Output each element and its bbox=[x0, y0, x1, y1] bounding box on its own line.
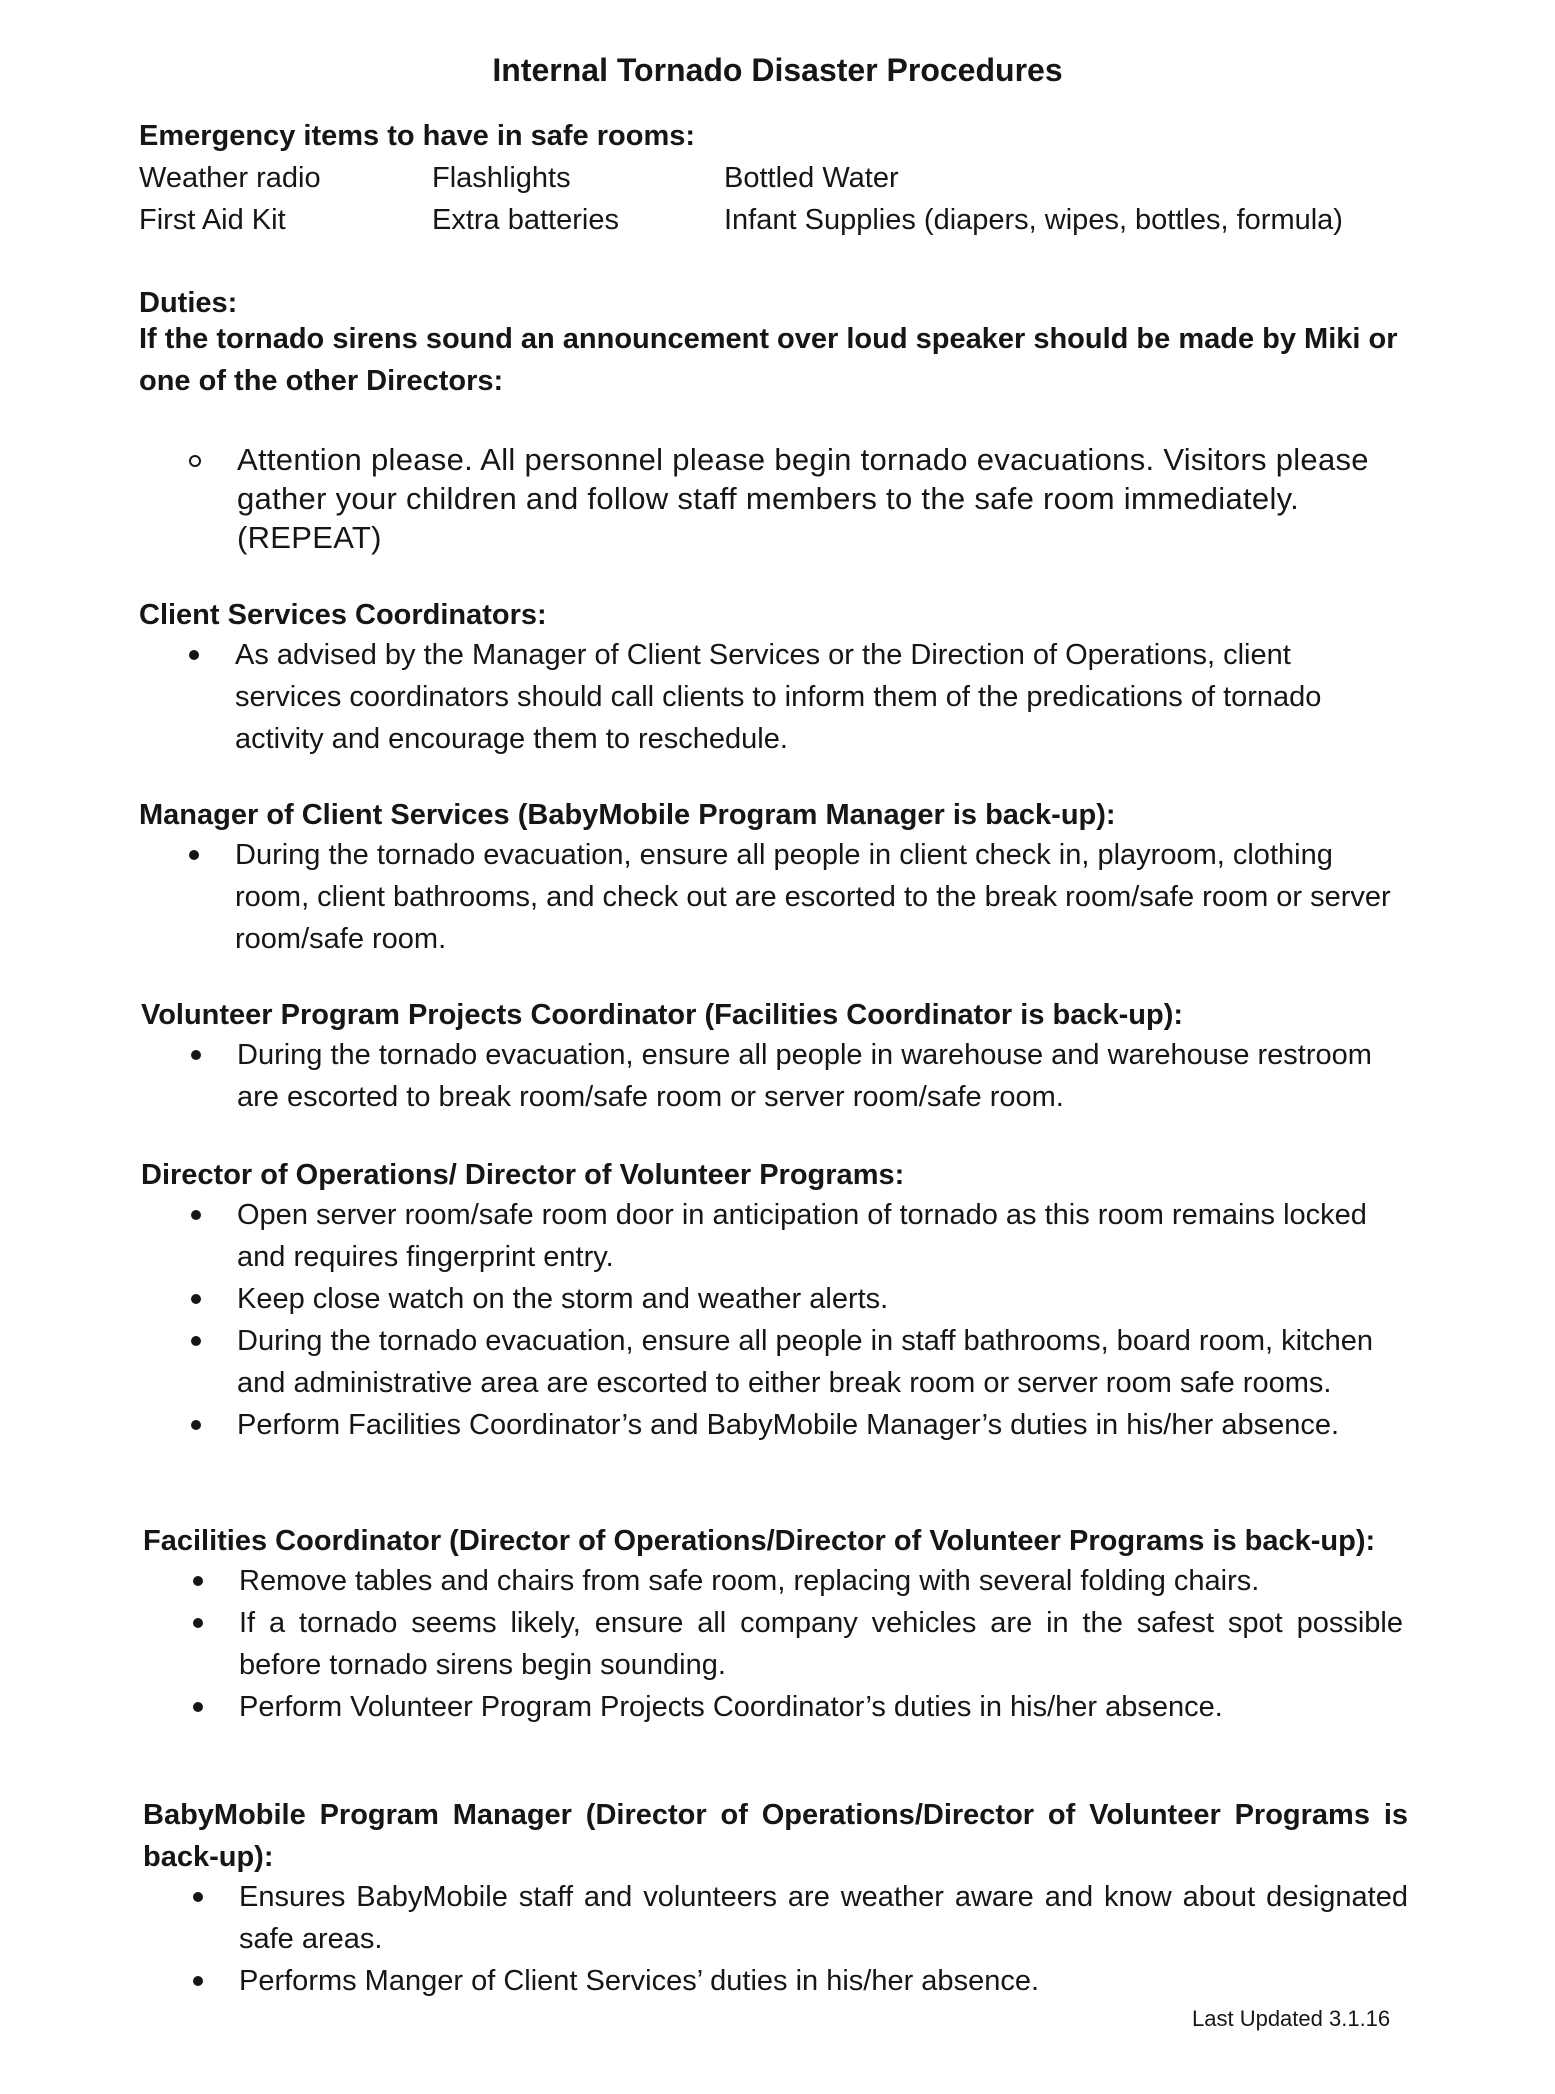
item-flashlights: Flashlights bbox=[432, 162, 571, 194]
bullet-icon bbox=[193, 1702, 203, 1712]
list-item-text: During the tornado evacuation, ensure all people in staff bathrooms, board room, kitchen and administrative area are escorted to either break room or server room safe rooms. bbox=[237, 1325, 1373, 1399]
list-item-text: Ensures BabyMobile staff and volunteers are weather aware and know about designated safe areas. bbox=[239, 1881, 1408, 1955]
section-heading-facilities-coordinator: Facilities Coordinator (Director of Operations/Director of Volunteer Programs is back-up): bbox=[143, 1525, 1376, 1557]
bullet-icon bbox=[193, 1576, 203, 1586]
list-item-text: Perform Volunteer Program Projects Coordinator’s duties in his/her absence. bbox=[239, 1691, 1223, 1723]
volunteer-program-projects-list bbox=[141, 1034, 1381, 1118]
list-item-text: Perform Facilities Coordinator’s and BabyMobile Manager’s duties in his/her absence. bbox=[237, 1409, 1340, 1441]
duties-intro: If the tornado sirens sound an announcement over loud speaker should be made by Miki or one of the other Directors: bbox=[139, 323, 1398, 397]
list-item bbox=[139, 634, 1399, 760]
item-bottled-water: Bottled Water bbox=[724, 162, 899, 194]
facilities-coordinator-list bbox=[143, 1560, 1403, 1728]
babymobile-program-manager-list bbox=[143, 1876, 1408, 2002]
item-weather-radio: Weather radio bbox=[139, 162, 321, 194]
emergency-heading: Emergency items to have in safe rooms: bbox=[139, 120, 696, 152]
section-heading-director-of-operations: Director of Operations/ Director of Volunteer Programs: bbox=[141, 1159, 905, 1191]
list-item-text: If a tornado seems likely, ensure all company vehicles are in the safest spot possible before tornado sirens begin sounding. bbox=[239, 1607, 1403, 1681]
list-item bbox=[141, 1278, 1401, 1320]
announcement-block bbox=[139, 440, 1429, 557]
item-first-aid-kit: First Aid Kit bbox=[139, 204, 286, 236]
list-item-text: Remove tables and chairs from safe room, replacing with several folding chairs. bbox=[239, 1565, 1260, 1597]
list-item bbox=[141, 1404, 1401, 1446]
manager-client-services-list bbox=[139, 834, 1399, 960]
emergency-items-grid bbox=[139, 157, 1439, 241]
section-heading-babymobile-program-manager: BabyMobile Program Manager (Director of Operations/Director of Volunteer Programs is back-up): bbox=[143, 1799, 1408, 1873]
duties-heading: Duties: bbox=[139, 287, 238, 319]
item-infant-supplies: Infant Supplies (diapers, wipes, bottles, formula) bbox=[724, 204, 1343, 236]
bullet-icon bbox=[191, 1336, 201, 1346]
director-of-operations-list bbox=[141, 1194, 1401, 1446]
section-heading-volunteer-program-projects-coordinator: Volunteer Program Projects Coordinator (Facilities Coordinator is back-up): bbox=[141, 999, 1184, 1031]
list-item bbox=[141, 1320, 1401, 1404]
announcement-text: Attention please. All personnel please begin tornado evacuations. Visitors please gather your children and follow staff members to the safe room immediately. (REPEAT) bbox=[237, 442, 1369, 555]
bullet-icon bbox=[189, 650, 199, 660]
list-item bbox=[141, 1034, 1381, 1118]
list-item bbox=[141, 1194, 1401, 1278]
bullet-icon bbox=[191, 1210, 201, 1220]
last-updated: Last Updated 3.1.16 bbox=[1192, 2006, 1391, 2031]
item-extra-batteries: Extra batteries bbox=[432, 204, 619, 236]
list-item bbox=[143, 1876, 1408, 1960]
list-item bbox=[143, 1560, 1403, 1602]
list-item bbox=[143, 1602, 1403, 1686]
list-item-text: Open server room/safe room door in anticipation of tornado as this room remains locked and requires fingerprint entry. bbox=[237, 1199, 1367, 1273]
section-heading-manager-client-services: Manager of Client Services (BabyMobile Program Manager is back-up): bbox=[139, 799, 1116, 831]
client-services-coordinators-list bbox=[139, 634, 1399, 760]
bullet-icon bbox=[189, 850, 199, 860]
list-item bbox=[143, 1686, 1403, 1728]
bullet-icon bbox=[193, 1618, 203, 1628]
page-title: Internal Tornado Disaster Procedures bbox=[492, 52, 1063, 88]
list-item bbox=[143, 1960, 1408, 2002]
announcement-item bbox=[139, 440, 1429, 557]
section-heading-client-services-coordinators: Client Services Coordinators: bbox=[139, 599, 547, 631]
bullet-icon bbox=[191, 1294, 201, 1304]
bullet-icon bbox=[193, 1892, 203, 1902]
list-item-text: Performs Manger of Client Services’ duties in his/her absence. bbox=[239, 1965, 1040, 1997]
bullet-icon bbox=[193, 1976, 203, 1986]
list-item-text: Keep close watch on the storm and weather alerts. bbox=[237, 1283, 889, 1315]
list-item-text: During the tornado evacuation, ensure all people in client check in, playroom, clothing room, client bathrooms, and check out are escorted to the break room/safe room or server room/safe room. bbox=[235, 839, 1391, 955]
list-item-text: During the tornado evacuation, ensure all people in warehouse and warehouse restroom are escorted to break room/safe room or server room/safe room. bbox=[237, 1039, 1372, 1113]
bullet-icon bbox=[191, 1420, 201, 1430]
bullet-icon bbox=[191, 1050, 201, 1060]
list-item-text: As advised by the Manager of Client Services or the Direction of Operations, client services coordinators should call clients to inform them of the predications of tornado activity and encourage them to reschedule. bbox=[235, 639, 1322, 755]
hollow-bullet-icon bbox=[189, 455, 201, 467]
list-item bbox=[139, 834, 1399, 960]
